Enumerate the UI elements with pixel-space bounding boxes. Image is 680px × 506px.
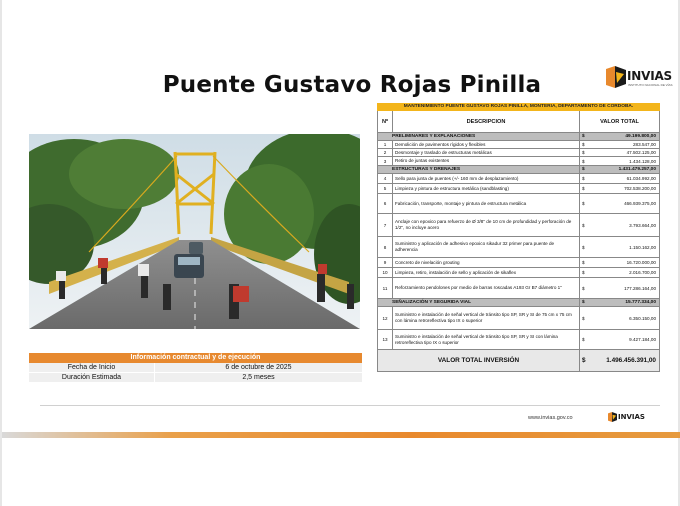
currency-symbol: $ bbox=[582, 134, 585, 139]
item-number: 13 bbox=[378, 330, 393, 349]
currency-symbol: $ bbox=[582, 222, 585, 228]
currency-symbol: $ bbox=[582, 270, 585, 275]
footer-logo bbox=[608, 412, 658, 422]
section-value: 1.431.479.257,00 bbox=[618, 167, 656, 172]
item-number: 6 bbox=[378, 194, 393, 213]
item-number: 5 bbox=[378, 184, 393, 193]
contract-info-label: Duración Estimada bbox=[29, 373, 154, 382]
section-value: 49.199.800,00 bbox=[625, 134, 656, 139]
item-number: 3 bbox=[378, 157, 393, 165]
item-description: Suministro e instalación de señal vertical de tránsito tipo SP, SR y SI de 75 cm x 75 cm con lámina retroreflectiva tipo IX o superior bbox=[393, 307, 580, 329]
total-row bbox=[377, 350, 660, 372]
item-number: 11 bbox=[378, 278, 393, 298]
item-value: 6.350.150,00 bbox=[629, 315, 656, 321]
table-row bbox=[377, 184, 660, 194]
item-description: Reforzamiento pendolones por medio de barras roscadas A193 Gr B7 diámetro 1" bbox=[393, 278, 580, 298]
currency-symbol: $ bbox=[582, 315, 585, 321]
currency-symbol: $ bbox=[582, 158, 585, 164]
slide-title: Puente Gustavo Rojas Pinilla bbox=[162, 72, 542, 98]
contract-info-row bbox=[29, 373, 362, 383]
table-row bbox=[377, 141, 660, 149]
table-row bbox=[377, 214, 660, 237]
item-description: Fabricación, transporte, montaje y pintura de estructura metálica bbox=[393, 194, 580, 213]
item-value: 16.720.000,00 bbox=[626, 260, 656, 265]
table-row bbox=[377, 307, 660, 330]
item-description: Retiro de juntas existentes bbox=[393, 157, 580, 165]
section-row-senalizacion bbox=[377, 299, 660, 307]
item-value: 2.016.700,00 bbox=[629, 270, 656, 275]
footer-color-bar bbox=[2, 432, 680, 438]
item-description: Limpieza, retiro, instalación de sello y aplicación de sikaflex bbox=[393, 268, 580, 277]
contract-info-value: 6 de octubre de 2025 bbox=[154, 363, 362, 372]
currency-symbol: $ bbox=[582, 167, 585, 172]
contract-info-heading: Información contractual y de ejecución bbox=[29, 353, 362, 363]
column-header-description: DESCRIPCION bbox=[393, 111, 580, 132]
item-number: 4 bbox=[378, 174, 393, 183]
table-row bbox=[377, 258, 660, 268]
section-label: SEÑALIZACIÓN Y SEGURIDA VIAL bbox=[378, 299, 580, 306]
item-value: 61.034.992,00 bbox=[626, 176, 656, 181]
item-description: Limpieza y pintura de estructura metálica (sandblasting) bbox=[393, 184, 580, 193]
item-value: 1.434.128,00 bbox=[629, 158, 656, 164]
item-number: 8 bbox=[378, 237, 393, 257]
budget-table bbox=[377, 103, 660, 372]
item-description: Concreto de nivelación grouting bbox=[393, 258, 580, 267]
item-value: 466.939.375,00 bbox=[624, 201, 656, 206]
item-description: Demolición de pavimentos rígidos y flexibles bbox=[393, 141, 580, 148]
bridge-photo bbox=[29, 134, 360, 329]
currency-symbol: $ bbox=[582, 150, 585, 155]
total-value: 1.496.456.391,00 bbox=[606, 357, 656, 364]
item-description: Desmontaje y traslado de estructuras metálicas bbox=[393, 149, 580, 156]
currency-symbol: $ bbox=[582, 285, 585, 291]
invias-logo-mark-icon bbox=[606, 66, 626, 88]
item-description: Suministro e instalación de señal vertical de tránsito tipo SP, SR y SI con lámina retroreflectiva tipo IX o superior bbox=[393, 330, 580, 349]
currency-symbol: $ bbox=[582, 142, 585, 147]
table-row bbox=[377, 149, 660, 157]
item-number: 2 bbox=[378, 149, 393, 156]
invias-logo bbox=[606, 66, 676, 92]
item-number: 1 bbox=[378, 141, 393, 148]
currency-symbol: $ bbox=[582, 260, 585, 265]
table-row bbox=[377, 174, 660, 184]
currency-symbol: $ bbox=[582, 201, 585, 206]
currency-symbol: $ bbox=[582, 186, 585, 191]
item-number: 12 bbox=[378, 307, 393, 329]
item-number: 10 bbox=[378, 268, 393, 277]
item-value: 3.793.664,00 bbox=[629, 222, 656, 228]
contract-info-value: 2,5 meses bbox=[154, 373, 362, 382]
table-row bbox=[377, 237, 660, 258]
column-header-value: VALOR TOTAL bbox=[600, 119, 639, 125]
section-row-estructuras bbox=[377, 166, 660, 174]
budget-table-header bbox=[377, 111, 660, 133]
item-number: 7 bbox=[378, 214, 393, 236]
currency-symbol: $ bbox=[582, 244, 585, 250]
item-value: 177.286.164,00 bbox=[624, 285, 656, 291]
item-description: Suministro y aplicación de adhesivo epoxico sikadur 32 primer para puente de adherencia bbox=[393, 237, 580, 257]
item-value: 283.547,00 bbox=[633, 142, 656, 147]
section-value: 15.777.334,00 bbox=[625, 300, 656, 305]
invias-logo-subtitle: INSTITUTO NACIONAL DE VÍAS bbox=[628, 83, 673, 87]
item-value: 9.427.184,00 bbox=[629, 337, 656, 342]
invias-footer-mark-icon bbox=[608, 412, 617, 422]
currency-symbol: $ bbox=[582, 337, 585, 342]
section-label: ESTRUCTURAS Y DRENAJES bbox=[378, 166, 580, 173]
footer-logo-text: INVIAS bbox=[618, 413, 645, 421]
item-description: Sello para junta de puentes (+/- 160 mm de desplazamiento) bbox=[393, 174, 580, 183]
table-row bbox=[377, 278, 660, 299]
item-value: 47.502.125,00 bbox=[626, 150, 656, 155]
contract-info-panel bbox=[29, 353, 362, 383]
section-row-preliminares bbox=[377, 133, 660, 141]
footer-url: www.invias.gov.co bbox=[528, 415, 573, 421]
item-value: 702.538.200,00 bbox=[624, 186, 656, 191]
budget-table-title: MANTENIMIENTO PUENTE GUSTAVO ROJAS PINILLA, MONTERIA, DEPARTAMENTO DE CORDOBA. bbox=[377, 103, 660, 111]
footer-divider bbox=[40, 405, 660, 406]
total-label: VALOR TOTAL INVERSIÓN bbox=[378, 350, 580, 371]
item-description: Anclaje con epoxico para refuerzo de Ø 3/8" de 10 cm de profundidad y perforación de 1/2", no incluye acero bbox=[393, 214, 580, 236]
column-header-number: Nº bbox=[378, 111, 393, 132]
item-number: 9 bbox=[378, 258, 393, 267]
currency-symbol: $ bbox=[582, 176, 585, 181]
invias-logo-text: INVIAS bbox=[627, 69, 672, 83]
table-row bbox=[377, 194, 660, 214]
contract-info-label: Fecha de Inicio bbox=[29, 363, 154, 372]
bridge-photo-image bbox=[29, 134, 360, 329]
currency-symbol: $ bbox=[582, 357, 586, 364]
contract-info-row bbox=[29, 363, 362, 373]
table-row bbox=[377, 268, 660, 278]
table-row bbox=[377, 330, 660, 350]
currency-symbol: $ bbox=[582, 300, 585, 305]
table-row bbox=[377, 157, 660, 166]
section-label: PRELIMINARES Y EXPLANACIONES bbox=[378, 133, 580, 140]
item-value: 1.150.162,00 bbox=[629, 244, 656, 250]
